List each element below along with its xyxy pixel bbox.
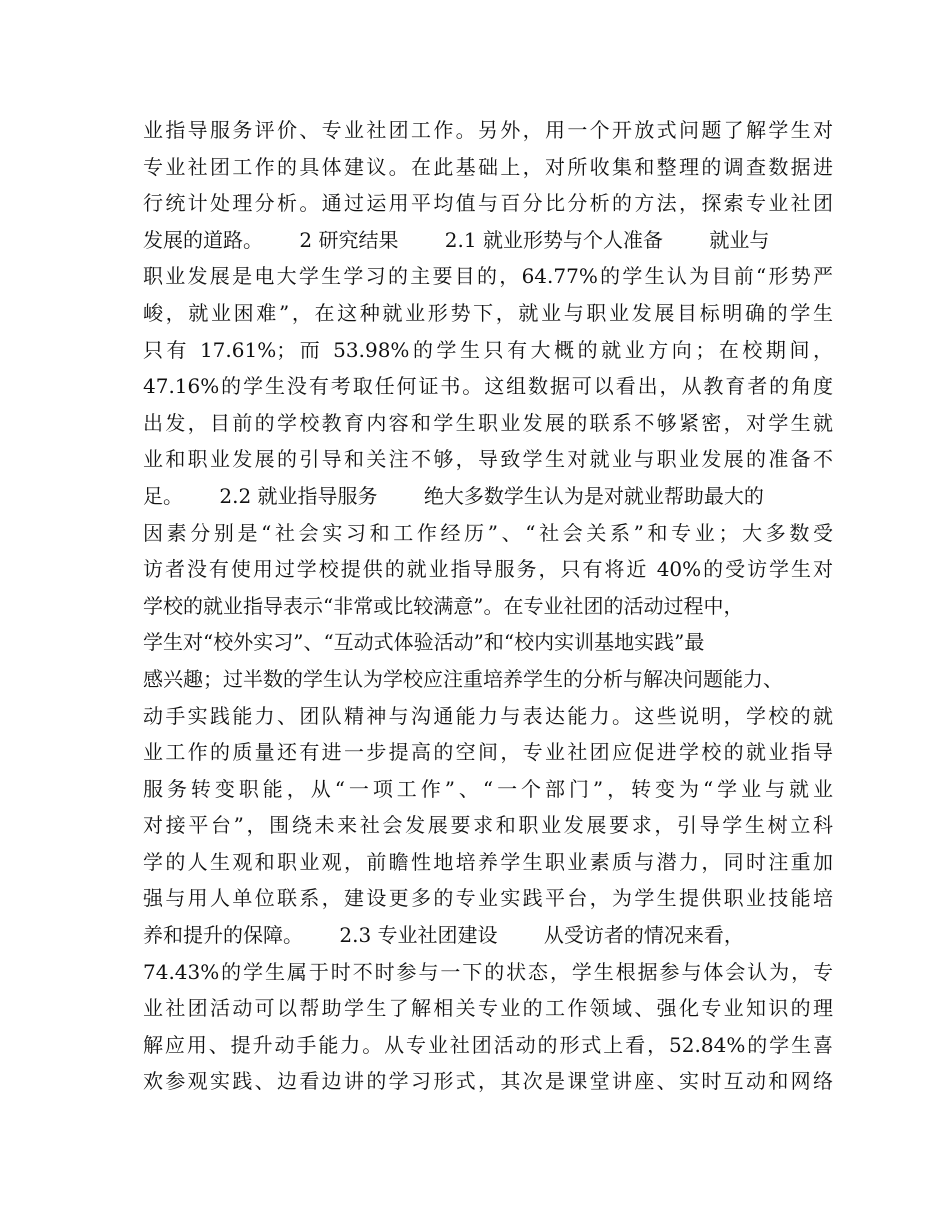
text-line: 感兴趣；过半数的学生认为学校应注重培养学生的分析与解决问题能力、 — [143, 666, 783, 691]
body-text — [143, 112, 833, 1100]
text-line: 强与用人单位联系，建设更多的专业实践平台，为学生提供职业技能培 — [143, 886, 833, 911]
text-line: 峻，就业困难”，在这种就业形势下，就业与职业发展目标明确的学生 — [143, 300, 833, 325]
text-line: 养和提升的保障。 2.3 专业社团建设 从受访者的情况来看， — [143, 923, 744, 948]
text-line: 业和职业发展的引导和关注不够，导致学生对就业与职业发展的准备不 — [143, 447, 833, 472]
text-line: 对接平台”，围绕未来社会发展要求和职业发展要求，引导学生树立科 — [143, 813, 833, 838]
text-line: 因素分别是“社会实习和工作经历”、“社会关系”和专业；大多数受 — [143, 520, 833, 545]
text-line: 学生对“校外实习”、“互动式体验活动”和“校内实训基地实践”最 — [143, 630, 705, 655]
text-line: 专业社团工作的具体建议。在此基础上，对所收集和整理的调查数据进 — [143, 154, 833, 179]
text-line: 出发，目前的学校教育内容和学生职业发展的联系不够紧密，对学生就 — [143, 410, 833, 435]
text-line: 学校的就业指导表示“非常或比较满意”。在专业社团的活动过程中， — [143, 593, 744, 618]
text-line: 职业发展是电大学生学习的主要目的，64.77%的学生认为目前“形势严 — [143, 264, 833, 289]
text-line: 只有 17.61%；而 53.98%的学生只有大概的就业方向；在校期间， — [143, 337, 833, 362]
text-line: 业指导服务评价、专业社团工作。另外，用一个开放式问题了解学生对 — [143, 118, 833, 142]
text-line: 服务转变职能，从“一项工作”、“一个部门”，转变为“学业与就业 — [143, 776, 833, 801]
text-line: 解应用、提升动手能力。从专业社团活动的形式上看，52.84%的学生喜 — [143, 1032, 833, 1057]
text-line: 业工作的质量还有进一步提高的空间，专业社团应促进学校的就业指导 — [143, 740, 833, 765]
text-line: 学的人生观和职业观，前瞻性地培养学生职业素质与潜力，同时注重加 — [143, 849, 833, 874]
text-line: 业社团活动可以帮助学生了解相关专业的工作领域、强化专业知识的理 — [143, 996, 833, 1021]
text-line: 足。 2.2 就业指导服务 绝大多数学生认为是对就业帮助最大的 — [143, 483, 764, 508]
text-line: 访者没有使用过学校提供的就业指导服务，只有将近 40%的受访学生对 — [143, 557, 833, 582]
text-line: 74.43%的学生属于时不时参与一下的状态，学生根据参与体会认为，专 — [143, 959, 833, 984]
text-line: 动手实践能力、团队精神与沟通能力与表达能力。这些说明，学校的就 — [143, 703, 833, 728]
text-line: 行统计处理分析。通过运用平均值与百分比分析的方法，探索专业社团 — [143, 191, 833, 216]
text-line: 47.16%的学生没有考取任何证书。这组数据可以看出，从教育者的角度 — [143, 374, 833, 399]
text-line: 发展的道路。 2 研究结果 2.1 就业形势与个人准备 就业与 — [143, 227, 770, 252]
text-line: 欢参观实践、边看边讲的学习形式，其次是课堂讲座、实时互动和网络 — [143, 1069, 833, 1094]
